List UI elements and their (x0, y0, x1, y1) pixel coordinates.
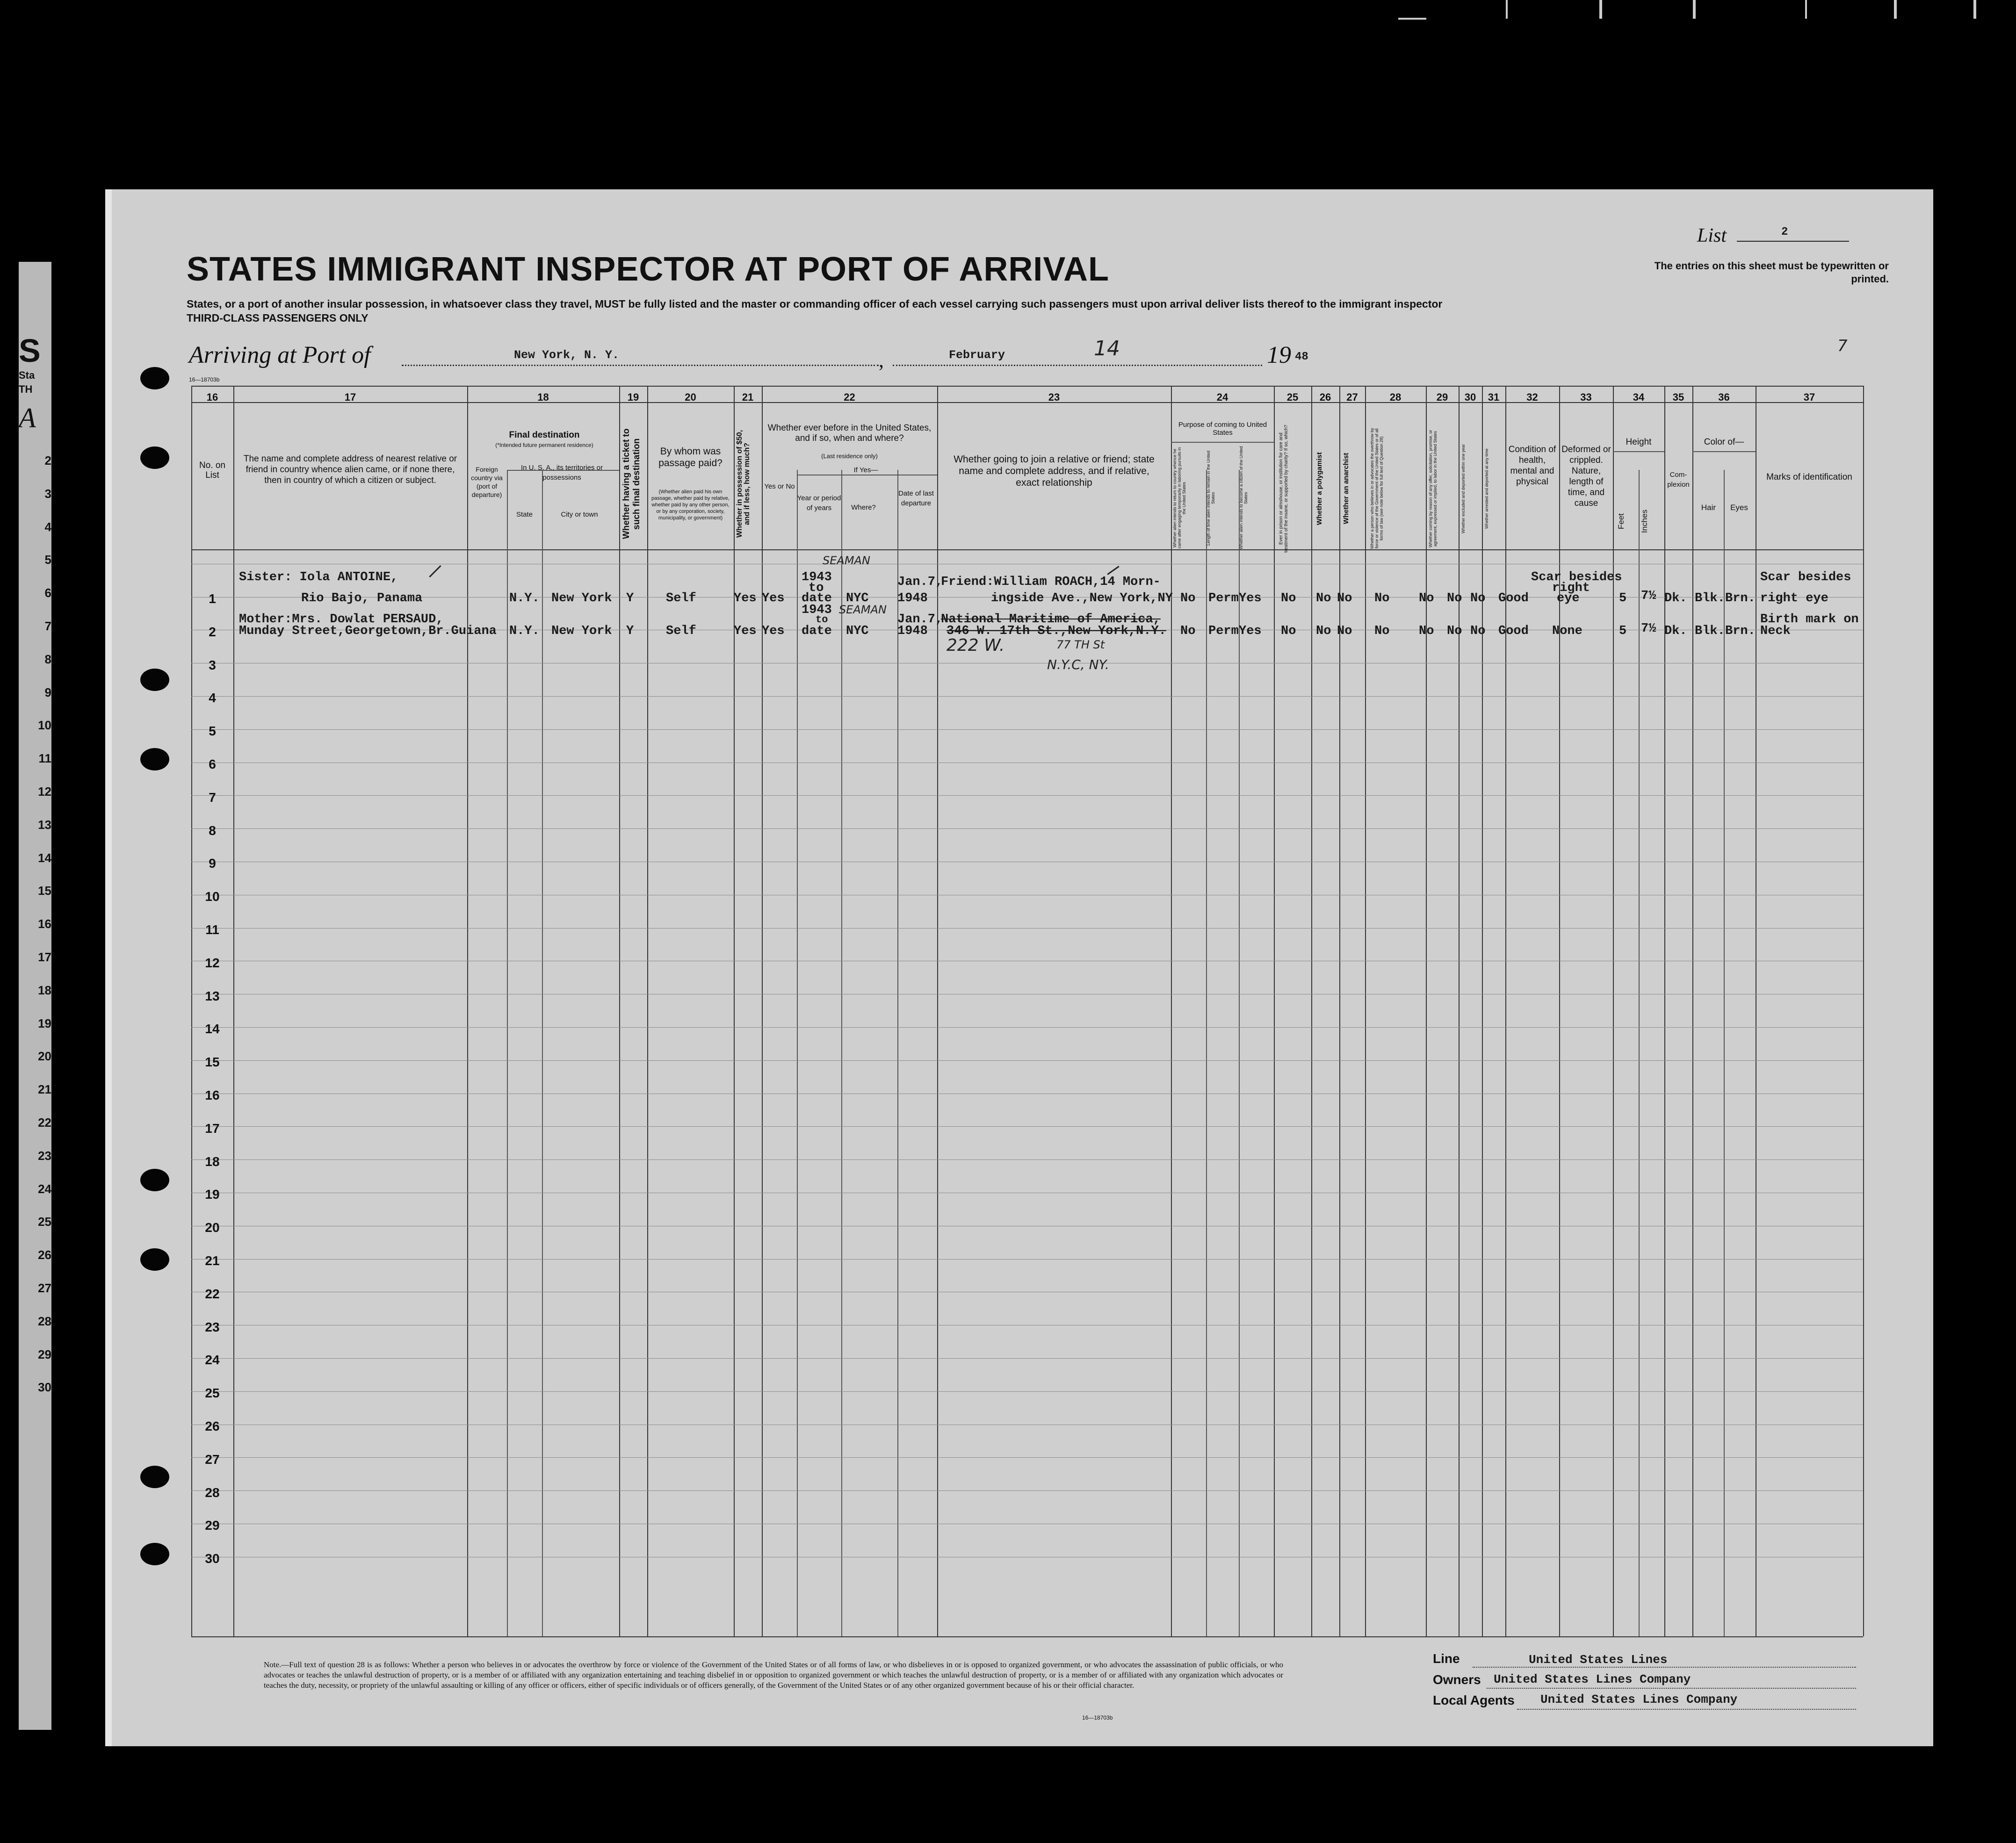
row1-q29: No (1419, 591, 1434, 605)
col-label-destination-sub: (*Intended future permanent residence) (495, 442, 593, 448)
col-label-height: Height (1626, 437, 1652, 447)
row2-q29: No (1419, 624, 1434, 638)
col-label-where: Where? (851, 504, 876, 511)
row2-complexion: Dk. (1664, 624, 1687, 638)
row-rule (191, 729, 1863, 730)
col-label-foreign-country: Foreign country via (port of departure) (471, 466, 503, 498)
col-no: 31 (1488, 391, 1500, 403)
sliver-row-number: 20 (38, 1049, 51, 1063)
row-number: 2 (209, 625, 216, 639)
row2-q28: No (1374, 624, 1390, 638)
column-rule (1274, 386, 1275, 1636)
col-label-q31: Whether arrested and deported at any time (1484, 448, 1489, 529)
sub-column-rule (1239, 470, 1240, 1636)
line-label: Line (1433, 1651, 1460, 1666)
row-number: 17 (205, 1121, 220, 1136)
col-label-relative: The name and complete address of nearest relative or friend in country whence alien came, or if none there, then in country of which a citizen or subject. (243, 454, 457, 485)
row2-relative-address: Munday Street,Georgetown,Br.Guiana (239, 624, 497, 638)
row-number: 4 (209, 691, 216, 705)
row1-fifty: Yes (734, 591, 757, 605)
sliver-row-number: 11 (38, 751, 51, 765)
col-no: 25 (1286, 391, 1299, 403)
row-number: 19 (205, 1187, 220, 1202)
col-label-hair: Hair (1701, 503, 1716, 512)
sliver-row-number: 16 (38, 917, 51, 931)
punch-hole (140, 1543, 169, 1565)
row1-polygamist: No (1316, 591, 1331, 605)
row2-polygamist: No (1316, 624, 1331, 638)
row-rule (191, 1391, 1863, 1392)
column-rule (762, 386, 763, 1636)
sliver-row-number: 8 (44, 652, 51, 666)
col-no: 35 (1672, 391, 1684, 403)
row2-years-2: to (816, 614, 828, 626)
row1-deformed-2: right (1552, 581, 1590, 595)
row1-join-1: Friend:William ROACH,14 Morn- (941, 575, 1161, 589)
row1-prison: No (1281, 591, 1296, 605)
row2-join-1: National Maritime of America, (941, 612, 1161, 626)
row2-length: Perm (1208, 624, 1239, 638)
sliver-row-number: 5 (44, 553, 51, 567)
day-value: 14 (1094, 337, 1120, 360)
row-number: 5 (209, 724, 216, 738)
port-value: New York, N. Y. (514, 348, 620, 362)
row-rule (191, 1457, 1863, 1458)
row-number: 28 (205, 1485, 220, 1500)
arriving-label: Arriving at Port of (189, 342, 371, 368)
row2-ticket: Y (626, 624, 634, 638)
col-label-return: Whether alien intends to return to country whence he came after engaging temporarily in laboring pursuits in the United States (1172, 447, 1186, 549)
row1-deformed-1: Scar besides (1531, 570, 1622, 584)
col-label-length: Length of time alien intends to remain in the United States (1206, 450, 1215, 546)
row-number: 22 (205, 1287, 220, 1301)
row2-return: No (1180, 624, 1196, 638)
col-label-deformed: Deformed or crippled. Nature, length of time, and cause (1561, 445, 1611, 508)
row-number: 14 (205, 1022, 220, 1036)
row2-seaman-note: SEAMAN (839, 603, 887, 616)
manifest-sheet (105, 189, 1933, 1746)
column-rule (1365, 386, 1366, 1636)
col-label-anarchist: Whether an anarchist (1342, 453, 1350, 525)
column-rule (937, 386, 938, 1636)
agents-underline (1517, 1709, 1856, 1710)
row1-relative-name: Sister: Iola ANTOINE, (239, 570, 398, 584)
col-label-feet: Feet (1617, 513, 1626, 530)
sub-column-rule (1206, 470, 1207, 1636)
row-rule (191, 1490, 1863, 1491)
col-no: 37 (1803, 391, 1815, 403)
sub-column-rule (507, 470, 508, 1636)
col-label-if-yes: If Yes— (853, 466, 878, 474)
col-no: 19 (627, 391, 639, 403)
punch-hole (140, 748, 169, 770)
column-rule (1311, 386, 1312, 1636)
row1-length: Perm (1208, 591, 1239, 605)
col-no: 24 (1216, 391, 1228, 403)
color-rule (1692, 451, 1756, 452)
row1-relative-address: Rio Bajo, Panama (301, 591, 423, 605)
punch-hole (140, 669, 169, 691)
row-number: 9 (209, 856, 216, 871)
row1-city: New York (551, 591, 612, 605)
row-number: 18 (205, 1154, 220, 1169)
year-value: 48 (1295, 351, 1308, 363)
col-no: 21 (742, 391, 754, 403)
sliver-row-number: 17 (38, 950, 51, 964)
col-label-fifty-dollars: Whether in possession of $50, and if less, how much? (736, 430, 751, 538)
row2-prison: No (1281, 624, 1296, 638)
punch-hole (140, 1466, 169, 1488)
row2-paid-by: Self (666, 624, 696, 638)
col-label-health: Condition of health, mental and physical (1508, 445, 1556, 487)
row-number: 7 (209, 790, 216, 805)
purpose-rule (1171, 442, 1274, 443)
col-label-years: Year or period of years (797, 494, 841, 512)
form-number-top: 16—18703b (189, 376, 220, 383)
row-number: 26 (205, 1419, 220, 1433)
sliver-row-number: 28 (38, 1314, 51, 1328)
row2-state: N.Y. (509, 624, 540, 638)
row1-return: No (1180, 591, 1196, 605)
column-rule (1171, 386, 1172, 1636)
col-no: 29 (1436, 391, 1448, 403)
col-label-ticket: Whether having a ticket to such final destination (621, 428, 642, 540)
col-label-inches: Inches (1640, 509, 1649, 533)
row2-q31: No (1470, 624, 1486, 638)
sliver-row-number: 24 (38, 1182, 51, 1196)
col-label-date-departure: Date of last departure (898, 490, 934, 507)
row-number: 23 (205, 1320, 220, 1334)
row1-years-1: 1943 (802, 570, 832, 584)
col-no: 16 (206, 391, 218, 403)
punch-hole (140, 1169, 169, 1191)
row1-years-3: date (802, 591, 832, 605)
previous-page-sliver (19, 262, 51, 1730)
row-rule (191, 828, 1863, 829)
punch-hole (140, 1248, 169, 1271)
row-number: 8 (209, 823, 216, 838)
row1-q31: No (1470, 591, 1486, 605)
row1-marks-1: Scar besides (1760, 570, 1851, 584)
column-rule (619, 386, 620, 1636)
sliver-row-number: 21 (38, 1082, 51, 1096)
row2-marks-1: Birth mark on (1760, 612, 1859, 626)
row1-marks-2: right eye (1760, 591, 1828, 605)
sliver-row-number: 4 (44, 520, 51, 534)
header-instructions: States, or a port of another insular possession, in whatsoever class they travel, MUST be fully listed and the master or commanding officer of each vessel carrying such passengers must upon arrival deliver lists thereof to the immigrant inspector (187, 298, 1443, 310)
col-label-marks: Marks of identification (1766, 472, 1852, 482)
row2-deformed: None (1552, 624, 1582, 638)
column-rule (467, 386, 468, 1636)
sliver-row-number: 30 (38, 1380, 51, 1394)
row-number: 24 (205, 1353, 220, 1367)
row-number: 10 (205, 889, 220, 904)
row-rule (191, 1358, 1863, 1359)
row-number: 16 (205, 1088, 220, 1102)
row1-join-2: ingside Ave.,New York,NY (991, 591, 1173, 605)
punch-hole (140, 446, 169, 469)
header-bottom-rule (191, 549, 1863, 550)
column-rule (1426, 386, 1427, 1636)
col-no: 26 (1319, 391, 1331, 403)
col-label-purpose: Purpose of coming to United States (1178, 421, 1267, 437)
row-number: 15 (205, 1055, 220, 1069)
row-rule (191, 1060, 1863, 1061)
column-rule (233, 386, 234, 1636)
col-no: 33 (1580, 391, 1592, 403)
col-label-ever-before-sub: (Last residence only) (821, 453, 878, 460)
row2-before: Yes (762, 624, 785, 638)
corner-mark: 7 (1837, 337, 1848, 355)
sliver-row-number: 26 (38, 1248, 51, 1262)
row-number: 13 (205, 989, 220, 1003)
row-rule (191, 1259, 1863, 1260)
row-rule (191, 795, 1863, 796)
col-no: 22 (844, 391, 855, 403)
col-label-state: State (516, 511, 533, 518)
punch-hole (140, 367, 169, 389)
col-label-no-on-list: No. on List (199, 461, 225, 480)
sliver-row-number: 29 (38, 1347, 51, 1361)
row-number: 29 (205, 1518, 220, 1533)
list-underline (1737, 241, 1849, 242)
row-rule (191, 696, 1863, 697)
col-label-q30: Whether excluded and deported within one year (1461, 444, 1466, 533)
row-number: 30 (205, 1551, 220, 1566)
row1-paid-by: Self (666, 591, 696, 605)
sliver-letter: Sta (19, 369, 35, 381)
row-rule (191, 1159, 1863, 1160)
sliver-letter: S (19, 332, 41, 369)
footer-note: Note.—Full text of question 28 is as follows: Whether a person who believes in or advocates the overthrow by force or violence of the Government of the United States or of all forms of law, or who disbelieves in or is opposed to organized government, or who advocates the assassination of public officials, or who advocates or teaches the unlawful destruction of property, or is a member of or affiliated with any organization entertaining and teaching disbelief in or opposition to organized government or which teaches the unlawful destruction of property, or is a member of or affiliated with any organization which advocates or teaches the duty, necessity, or propriety of the unlawful assaulting or killing of any officer or officers, either of specific individuals or of officers generally, of the Government of the United States or of any other organized government because of his or their official character. (264, 1660, 1283, 1690)
row1-complexion: Dk. (1664, 591, 1687, 605)
column-rule (1863, 386, 1864, 1636)
col-label-polygamist: Whether a polygamist (1315, 452, 1323, 525)
row1-q28: No (1374, 591, 1390, 605)
col-no: 17 (344, 391, 356, 403)
col-label-join: Whether going to join a relative or friend; state name and complete address, and if relative, exact relationship (954, 454, 1155, 488)
row2-marks-2: Neck (1760, 624, 1791, 638)
col-no: 32 (1526, 391, 1538, 403)
row2-fifty: Yes (734, 624, 757, 638)
sub-column-rule (1724, 470, 1725, 1636)
col-label-passage-sub: (Whether alien paid his own passage, whether paid by relative, whether paid by any other person, or by any corporation, society, municipality, or government) (651, 489, 730, 521)
sliver-row-number: 14 (38, 851, 51, 865)
row-number: 25 (205, 1386, 220, 1400)
row1-date-1: Jan.7, (897, 575, 943, 589)
sliver-row-number: 9 (44, 685, 51, 699)
row1-where: NYC (846, 591, 869, 605)
sliver-row-number: 25 (38, 1215, 51, 1229)
row2-date-2: 1948 (897, 624, 928, 638)
entries-note: The entries on this sheet must be typewritten or printed. (1654, 260, 1889, 285)
col-label-yes-no: Yes or No (764, 482, 795, 490)
row1-before: Yes (762, 591, 785, 605)
row2-join-2: 346 W. 17th St.,New York,N.Y. (947, 624, 1166, 638)
sliver-row-number: 2 (44, 454, 51, 468)
row2-inches: 7½ (1641, 622, 1656, 636)
row2-join-hand-1: 222 W. (947, 636, 1005, 655)
row1-feet: 5 (1619, 591, 1627, 605)
row-number: 12 (205, 956, 220, 970)
column-rule (647, 386, 648, 1636)
row2-eyes: Brn. (1725, 624, 1756, 638)
row1-hair: Blk. (1695, 591, 1725, 605)
port-underline (402, 365, 879, 366)
sliver-row-number: 19 (38, 1016, 51, 1030)
col-label-complexion: Com-plexion (1667, 471, 1690, 489)
row2-anarchist: No (1337, 624, 1352, 638)
col-label-ever-before: Whether ever before in the United States, and if so, when and where? (767, 423, 932, 443)
col-no: 34 (1633, 391, 1645, 403)
row2-feet: 5 (1619, 624, 1627, 638)
list-number: 2 (1781, 226, 1788, 238)
col-no: 27 (1346, 391, 1358, 403)
row1-state: N.Y. (509, 591, 540, 605)
row2-join-hand-3: N.Y.C, NY. (1047, 657, 1109, 672)
row1-seaman-note: SEAMAN (823, 554, 870, 567)
sliver-row-number: 23 (38, 1149, 51, 1163)
agents-value: United States Lines Company (1540, 1692, 1738, 1706)
col-no: 18 (537, 391, 549, 403)
sliver-row-number: 27 (38, 1281, 51, 1295)
row-rule (191, 928, 1863, 929)
col-label-city: City or town (561, 511, 598, 518)
col-label-citizen: Whether alien intends to become a citizen of the United States (1239, 446, 1248, 550)
row2-years-3: date (802, 624, 832, 638)
row2-date-1: Jan.7, (897, 612, 943, 626)
row2-health: Good (1498, 624, 1529, 638)
column-rule (734, 386, 735, 1636)
col-label-prison: Ever in prison or almshouse, or institution for care and treatment of the insane, or supported by charity? If so, which? (1279, 425, 1289, 553)
row1-citizen: Yes (1239, 591, 1262, 605)
sub-column-rule (542, 470, 543, 1636)
col-label-passage: By whom was passage paid? (658, 446, 723, 468)
row1-date-check (1107, 566, 1119, 575)
sub-column-rule (897, 470, 898, 1636)
column-rule (1339, 386, 1340, 1636)
height-rule (1613, 451, 1664, 452)
row-number: 1 (209, 591, 216, 606)
list-label: List (1697, 225, 1727, 246)
comma-mark: , (879, 349, 884, 372)
agents-label: Local Agents (1433, 1693, 1515, 1707)
row-number: 11 (205, 922, 219, 937)
table-top-rule (191, 386, 1863, 387)
line-underline (1473, 1667, 1856, 1668)
row1-inches: 7½ (1641, 589, 1656, 603)
row1-deformed-3: eye (1557, 591, 1580, 605)
col-no: 30 (1464, 391, 1476, 403)
month-value: February (949, 348, 1005, 362)
column-rule (1505, 386, 1506, 1636)
sliver-row-number: 10 (38, 718, 51, 732)
col-label-color: Color of— (1704, 437, 1744, 447)
col-label-q28: Whether a person who believes in or advocates the overthrow by force or violence of the Government of the United States or of all forms of law (see note below for full text of Question 28) (1370, 428, 1384, 549)
line-value: United States Lines (1529, 1653, 1668, 1667)
row1-q30: No (1447, 591, 1462, 605)
col-label-eyes: Eyes (1730, 503, 1748, 512)
row1-check-mark (429, 565, 441, 577)
col-no: 20 (685, 391, 696, 403)
sliver-row-number: 6 (44, 586, 51, 600)
row2-years-1: 1943 (802, 603, 832, 617)
footer-form-number: 16—18703b (1082, 1714, 1113, 1721)
sliver-letter: TH (19, 383, 33, 395)
row-number: 20 (205, 1220, 220, 1235)
date-underline (893, 365, 1262, 366)
owners-value: United States Lines Company (1494, 1672, 1691, 1686)
sliver-row-number: 22 (38, 1116, 51, 1130)
column-rule (1459, 386, 1460, 1636)
sliver-row-number: 18 (38, 983, 51, 997)
col-no: 36 (1718, 391, 1730, 403)
row1-health: Good (1498, 591, 1529, 605)
sliver-row-number: 15 (38, 884, 51, 898)
sliver-row-number: 13 (38, 818, 51, 832)
column-rule (1664, 386, 1665, 1636)
col-label-q29: Whether coming by reason of any offer, solicitation, promise, or agreement, expressed or implied, to labor in the United States (1428, 430, 1438, 547)
row-number: 3 (209, 658, 216, 672)
sub-column-rule (797, 470, 798, 1636)
row2-hair: Blk. (1695, 624, 1725, 638)
column-rule (1692, 386, 1693, 1636)
row2-q30: No (1447, 624, 1462, 638)
row1-years-2: to (809, 581, 824, 595)
sliver-row-number: 7 (44, 619, 51, 633)
table-bottom-rule (191, 1636, 1863, 1637)
owners-underline (1487, 1688, 1856, 1689)
col-no: 23 (1048, 391, 1060, 403)
sliver-row-number: 12 (38, 785, 51, 799)
row-number: 27 (205, 1452, 220, 1467)
frame-edge-marks (1356, 0, 2016, 28)
col-label-destination: Final destination (509, 430, 580, 440)
row2-join-hand-2: 77 TH St (1056, 638, 1105, 651)
row-rule (191, 1126, 1863, 1127)
sub-column-rule (1639, 470, 1640, 1636)
row2-citizen: Yes (1239, 624, 1262, 638)
header-class-note: THIRD-CLASS PASSENGERS ONLY (187, 312, 369, 324)
column-rule (1482, 386, 1483, 1636)
row2-relative-name: Mother:Mrs. Dowlat PERSAUD, (239, 612, 444, 626)
row2-where: NYC (846, 624, 869, 638)
page-title: STATES IMMIGRANT INSPECTOR AT PORT OF ARRIVAL (187, 251, 1109, 288)
row-number: 21 (205, 1253, 220, 1268)
col-label-usa: In U. S. A., its territories or possessions (520, 464, 603, 482)
sliver-letter: A (19, 403, 36, 433)
column-rule (191, 386, 192, 1636)
row1-anarchist: No (1337, 591, 1352, 605)
row-number: 6 (209, 757, 216, 771)
row2-city: New York (551, 624, 612, 638)
owners-label: Owners (1433, 1672, 1481, 1687)
year-prefix: 19 (1267, 342, 1291, 368)
sliver-row-number: 3 (44, 487, 51, 501)
sub-column-rule (841, 470, 842, 1636)
row-rule (191, 1027, 1863, 1028)
row1-date-2: 1948 (897, 591, 928, 605)
col-no: 28 (1389, 391, 1402, 403)
row1-ticket: Y (626, 591, 634, 605)
row1-eyes: Brn. (1725, 591, 1756, 605)
